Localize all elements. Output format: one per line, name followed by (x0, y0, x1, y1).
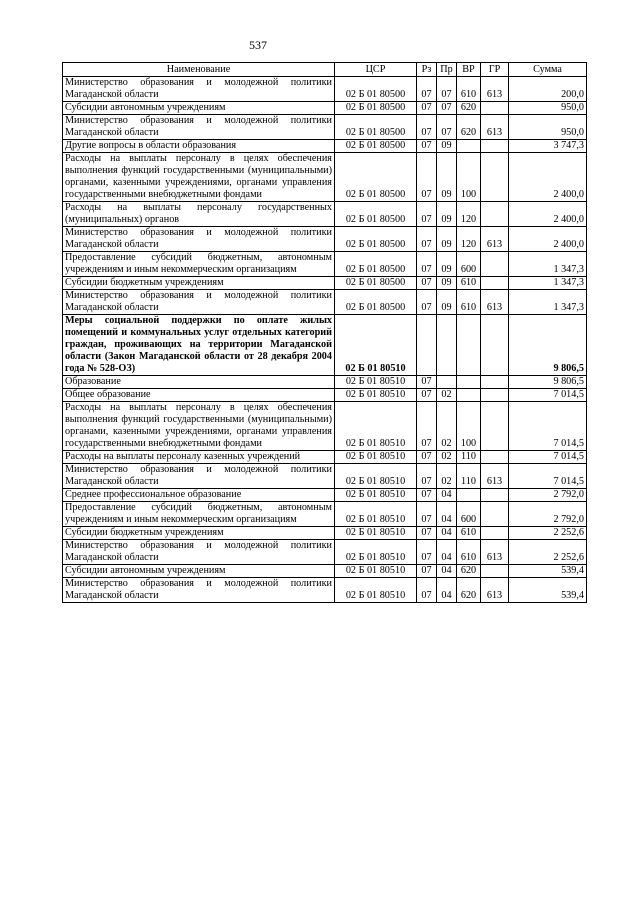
header-csr: ЦСР (335, 63, 417, 77)
row-rz-cell: 07 (417, 202, 437, 227)
table-row (63, 502, 587, 527)
row-gr-cell: 613 (481, 77, 509, 102)
row-sum-cell: 1 347,3 (509, 277, 587, 290)
row-gr-cell (481, 277, 509, 290)
row-sum-cell: 7 014,5 (509, 402, 587, 451)
row-name-cell: Среднее профессиональное образование (63, 489, 335, 502)
row-sum-cell: 200,0 (509, 77, 587, 102)
row-pr-cell (437, 315, 457, 376)
row-rz-cell: 07 (417, 376, 437, 389)
row-vr-cell: 110 (457, 451, 481, 464)
row-rz-cell: 07 (417, 464, 437, 489)
table-row (63, 315, 587, 376)
row-pr-cell: 07 (437, 77, 457, 102)
row-name-cell: Меры социальной поддержки по оплате жилых помещений и коммунальных услуг отдельных категорий граждан, проживающих на территории Магаданской области (Закон Магаданской области от 28 декабря 2004 года № 528-ОЗ) (63, 315, 335, 376)
row-csr-cell: 02 Б 01 80510 (335, 389, 417, 402)
row-csr-cell: 02 Б 01 80500 (335, 153, 417, 202)
row-csr-cell: 02 Б 01 80500 (335, 77, 417, 102)
row-gr-cell (481, 527, 509, 540)
row-csr-cell: 02 Б 01 80500 (335, 227, 417, 252)
table-row (63, 464, 587, 489)
table-row (63, 489, 587, 502)
row-sum-cell: 950,0 (509, 102, 587, 115)
row-rz-cell: 07 (417, 527, 437, 540)
table-row (63, 389, 587, 402)
row-pr-cell: 09 (437, 277, 457, 290)
row-name-cell: Министерство образования и молодежной политики Магаданской области (63, 464, 335, 489)
row-gr-cell: 613 (481, 540, 509, 565)
row-rz-cell: 07 (417, 227, 437, 252)
row-rz-cell: 07 (417, 489, 437, 502)
table-row (63, 252, 587, 277)
row-gr-cell: 613 (481, 227, 509, 252)
row-gr-cell: 613 (481, 290, 509, 315)
row-rz-cell: 07 (417, 290, 437, 315)
row-name-cell: Предоставление субсидий бюджетным, автономным учреждениям и иным некоммерческим организациям (63, 252, 335, 277)
row-name-cell: Министерство образования и молодежной политики Магаданской области (63, 290, 335, 315)
row-pr-cell: 09 (437, 290, 457, 315)
row-csr-cell: 02 Б 01 80510 (335, 402, 417, 451)
row-name-cell: Субсидии автономным учреждениям (63, 565, 335, 578)
row-pr-cell: 04 (437, 540, 457, 565)
row-rz-cell: 07 (417, 565, 437, 578)
table-row (63, 153, 587, 202)
table-row (63, 115, 587, 140)
row-csr-cell: 02 Б 01 80510 (335, 502, 417, 527)
row-csr-cell: 02 Б 01 80510 (335, 540, 417, 565)
row-gr-cell (481, 252, 509, 277)
row-vr-cell (457, 140, 481, 153)
row-sum-cell: 1 347,3 (509, 252, 587, 277)
table-row (63, 277, 587, 290)
row-sum-cell: 539,4 (509, 565, 587, 578)
table-row (63, 376, 587, 389)
row-pr-cell: 04 (437, 489, 457, 502)
row-sum-cell: 1 347,3 (509, 290, 587, 315)
row-name-cell: Министерство образования и молодежной политики Магаданской области (63, 227, 335, 252)
row-name-cell: Расходы на выплаты персоналу государственных (муниципальных) органов (63, 202, 335, 227)
row-gr-cell (481, 153, 509, 202)
row-sum-cell: 9 806,5 (509, 376, 587, 389)
table-row (63, 451, 587, 464)
row-sum-cell: 7 014,5 (509, 464, 587, 489)
row-vr-cell: 610 (457, 77, 481, 102)
row-vr-cell: 600 (457, 502, 481, 527)
page-number: 537 (249, 38, 267, 52)
row-sum-cell: 2 252,6 (509, 540, 587, 565)
row-rz-cell: 07 (417, 540, 437, 565)
row-vr-cell: 610 (457, 540, 481, 565)
row-rz-cell: 07 (417, 502, 437, 527)
row-gr-cell (481, 315, 509, 376)
header-name: Наименование (63, 63, 335, 77)
row-csr-cell: 02 Б 01 80510 (335, 451, 417, 464)
row-pr-cell: 04 (437, 565, 457, 578)
table-row (63, 565, 587, 578)
row-vr-cell: 110 (457, 464, 481, 489)
row-vr-cell: 120 (457, 202, 481, 227)
row-name-cell: Другие вопросы в области образования (63, 140, 335, 153)
table-row (63, 402, 587, 451)
row-rz-cell: 07 (417, 153, 437, 202)
row-gr-cell (481, 489, 509, 502)
row-vr-cell: 120 (457, 227, 481, 252)
row-rz-cell: 07 (417, 277, 437, 290)
row-sum-cell: 2 400,0 (509, 227, 587, 252)
row-gr-cell (481, 202, 509, 227)
row-pr-cell: 09 (437, 140, 457, 153)
row-rz-cell: 07 (417, 389, 437, 402)
row-csr-cell: 02 Б 01 80510 (335, 578, 417, 603)
row-pr-cell (437, 376, 457, 389)
row-gr-cell (481, 389, 509, 402)
row-csr-cell: 02 Б 01 80500 (335, 252, 417, 277)
row-vr-cell: 100 (457, 402, 481, 451)
table-header-row (63, 63, 587, 77)
budget-table (62, 62, 587, 603)
row-sum-cell: 2 792,0 (509, 502, 587, 527)
row-csr-cell: 02 Б 01 80500 (335, 102, 417, 115)
row-pr-cell: 04 (437, 527, 457, 540)
header-rz: Рз (417, 63, 437, 77)
header-sum: Сумма (509, 63, 587, 77)
row-name-cell: Министерство образования и молодежной политики Магаданской области (63, 540, 335, 565)
row-csr-cell: 02 Б 01 80500 (335, 277, 417, 290)
row-gr-cell (481, 102, 509, 115)
row-sum-cell: 2 252,6 (509, 527, 587, 540)
row-sum-cell: 2 400,0 (509, 202, 587, 227)
row-pr-cell: 09 (437, 202, 457, 227)
row-vr-cell: 610 (457, 527, 481, 540)
row-pr-cell: 04 (437, 502, 457, 527)
row-gr-cell: 613 (481, 464, 509, 489)
row-vr-cell: 620 (457, 115, 481, 140)
row-rz-cell: 07 (417, 578, 437, 603)
row-sum-cell: 2 400,0 (509, 153, 587, 202)
row-gr-cell (481, 451, 509, 464)
row-name-cell: Расходы на выплаты персоналу в целях обеспечения выполнения функций государственными (муниципальными) органами, казенными учреждениями, органами управления государственными внебюджетными фондами (63, 153, 335, 202)
row-sum-cell: 3 747,3 (509, 140, 587, 153)
row-vr-cell: 100 (457, 153, 481, 202)
row-csr-cell: 02 Б 01 80500 (335, 290, 417, 315)
row-rz-cell: 07 (417, 252, 437, 277)
row-csr-cell: 02 Б 01 80510 (335, 527, 417, 540)
row-csr-cell: 02 Б 01 80510 (335, 315, 417, 376)
row-sum-cell: 950,0 (509, 115, 587, 140)
row-pr-cell: 09 (437, 227, 457, 252)
row-pr-cell: 02 (437, 389, 457, 402)
row-pr-cell: 09 (437, 153, 457, 202)
row-sum-cell: 539,4 (509, 578, 587, 603)
table-row (63, 140, 587, 153)
row-name-cell: Субсидии бюджетным учреждениям (63, 277, 335, 290)
row-gr-cell: 613 (481, 115, 509, 140)
row-name-cell: Министерство образования и молодежной политики Магаданской области (63, 578, 335, 603)
row-vr-cell: 620 (457, 565, 481, 578)
row-csr-cell: 02 Б 01 80500 (335, 140, 417, 153)
row-vr-cell (457, 489, 481, 502)
row-csr-cell: 02 Б 01 80510 (335, 464, 417, 489)
table-row (63, 202, 587, 227)
header-vr: ВР (457, 63, 481, 77)
table-row (63, 290, 587, 315)
row-gr-cell (481, 565, 509, 578)
row-name-cell: Расходы на выплаты персоналу в целях обеспечения выполнения функций государственными (муниципальными) органами, казенными учреждениями, органами управления государственными внебюджетными фондами (63, 402, 335, 451)
table-row (63, 77, 587, 102)
row-rz-cell: 07 (417, 140, 437, 153)
row-pr-cell: 02 (437, 451, 457, 464)
row-gr-cell (481, 502, 509, 527)
row-vr-cell: 610 (457, 277, 481, 290)
table-row (63, 540, 587, 565)
row-vr-cell (457, 389, 481, 402)
row-rz-cell: 07 (417, 402, 437, 451)
row-name-cell: Субсидии бюджетным учреждениям (63, 527, 335, 540)
row-vr-cell: 620 (457, 578, 481, 603)
row-vr-cell (457, 315, 481, 376)
row-gr-cell (481, 140, 509, 153)
header-pr: Пр (437, 63, 457, 77)
row-name-cell: Министерство образования и молодежной политики Магаданской области (63, 77, 335, 102)
row-vr-cell: 610 (457, 290, 481, 315)
row-pr-cell: 09 (437, 252, 457, 277)
row-vr-cell: 620 (457, 102, 481, 115)
row-sum-cell: 7 014,5 (509, 389, 587, 402)
table-row (63, 227, 587, 252)
row-pr-cell: 04 (437, 578, 457, 603)
row-gr-cell (481, 376, 509, 389)
row-name-cell: Субсидии автономным учреждениям (63, 102, 335, 115)
row-sum-cell: 7 014,5 (509, 451, 587, 464)
row-vr-cell: 600 (457, 252, 481, 277)
row-rz-cell (417, 315, 437, 376)
table-body (63, 77, 587, 603)
row-pr-cell: 07 (437, 115, 457, 140)
row-pr-cell: 02 (437, 464, 457, 489)
row-sum-cell: 9 806,5 (509, 315, 587, 376)
row-pr-cell: 07 (437, 102, 457, 115)
row-csr-cell: 02 Б 01 80510 (335, 376, 417, 389)
row-rz-cell: 07 (417, 115, 437, 140)
row-name-cell: Образование (63, 376, 335, 389)
table-row (63, 527, 587, 540)
row-csr-cell: 02 Б 01 80510 (335, 489, 417, 502)
row-csr-cell: 02 Б 01 80510 (335, 565, 417, 578)
row-pr-cell: 02 (437, 402, 457, 451)
row-name-cell: Министерство образования и молодежной политики Магаданской области (63, 115, 335, 140)
row-rz-cell: 07 (417, 77, 437, 102)
row-gr-cell (481, 402, 509, 451)
row-rz-cell: 07 (417, 451, 437, 464)
row-gr-cell: 613 (481, 578, 509, 603)
row-sum-cell: 2 792,0 (509, 489, 587, 502)
table-row (63, 578, 587, 603)
row-vr-cell (457, 376, 481, 389)
table-row (63, 102, 587, 115)
row-name-cell: Расходы на выплаты персоналу казенных учреждений (63, 451, 335, 464)
row-name-cell: Предоставление субсидий бюджетным, автономным учреждениям и иным некоммерческим организациям (63, 502, 335, 527)
row-csr-cell: 02 Б 01 80500 (335, 115, 417, 140)
header-gr: ГР (481, 63, 509, 77)
row-name-cell: Общее образование (63, 389, 335, 402)
row-rz-cell: 07 (417, 102, 437, 115)
row-csr-cell: 02 Б 01 80500 (335, 202, 417, 227)
